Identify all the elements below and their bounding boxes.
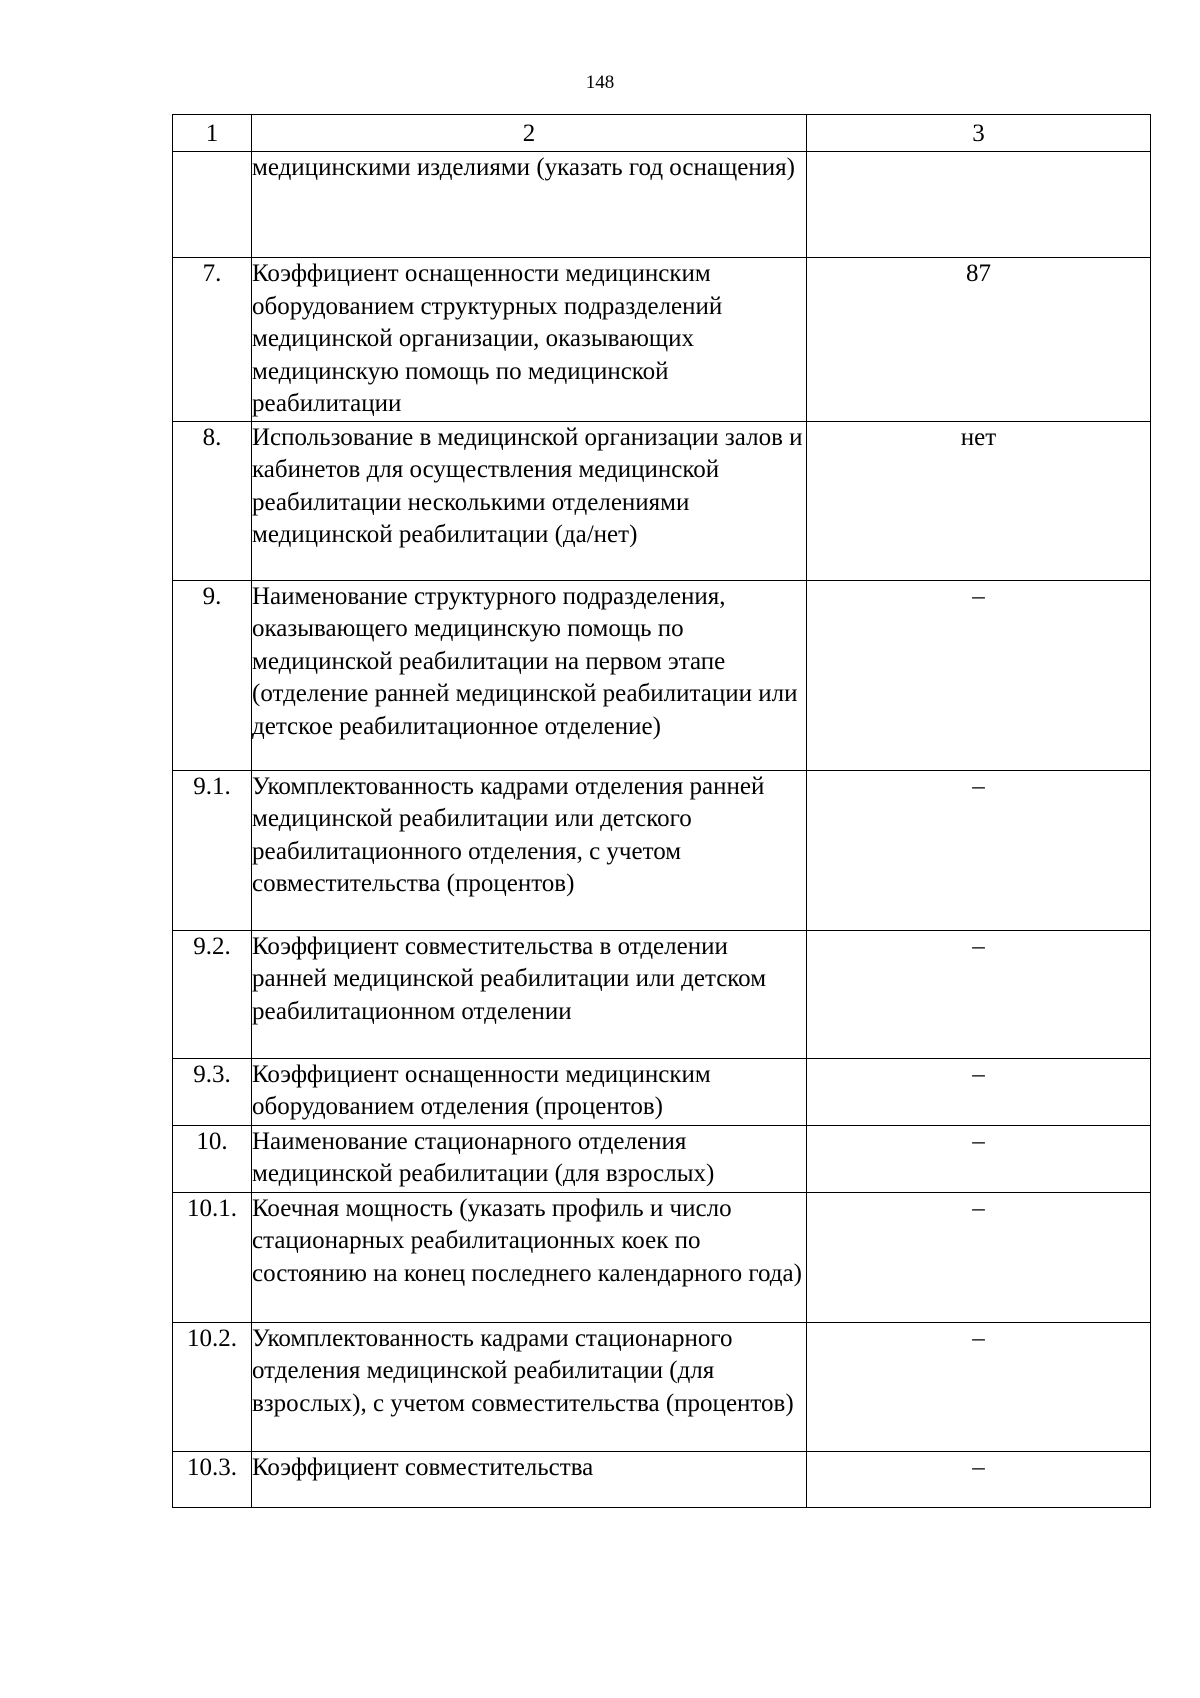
table-row [173,1322,1151,1451]
row-number: 9.2. [173,930,252,1058]
table-row [173,580,1151,770]
table-row [173,421,1151,580]
row-description: медицинскими изделиями (указать год оснащения) [252,152,807,258]
row-description: Коэффициент совместительства [252,1451,807,1507]
row-number: 10.1. [173,1192,252,1322]
table-row [173,1058,1151,1125]
row-description: Наименование стационарного отделения медицинской реабилитации (для взрослых) [252,1125,807,1192]
table-row [173,1192,1151,1322]
row-number: 10. [173,1125,252,1192]
page-number: 148 [585,72,615,93]
row-number: 9.3. [173,1058,252,1125]
row-value [807,152,1151,258]
row-description: Коэффициент оснащенности медицинским оборудованием структурных подразделений медицинской организации, оказывающих медицинскую помощь по медицинской реабилитации [252,258,807,422]
row-description: Использование в медицинской организации залов и кабинетов для осуществления медицинской реабилитации несколькими отделениями медицинской реабилитации (да/нет) [252,421,807,580]
row-value: – [807,770,1151,930]
row-description: Коечная мощность (указать профиль и число стационарных реабилитационных коек по состоянию на конец последнего календарного года) [252,1192,807,1322]
row-number: 9.1. [173,770,252,930]
row-number: 9. [173,580,252,770]
row-number: 10.2. [173,1322,252,1451]
row-value: – [807,580,1151,770]
row-number: 10.3. [173,1451,252,1507]
row-description: Коэффициент совместительства в отделении ранней медицинской реабилитации или детском реабилитационном отделении [252,930,807,1058]
row-value: – [807,1192,1151,1322]
table-row [173,1451,1151,1507]
row-value: – [807,1058,1151,1125]
column-number-3: 3 [807,115,1151,152]
row-description: Коэффициент оснащенности медицинским оборудованием отделения (процентов) [252,1058,807,1125]
column-number-2: 2 [252,115,807,152]
table-row [173,258,1151,422]
table-row [173,152,1151,258]
row-number: 8. [173,421,252,580]
row-description: Укомплектованность кадрами отделения ранней медицинской реабилитации или детского реабилитационного отделения, с учетом совместительства (процентов) [252,770,807,930]
row-number: 7. [173,258,252,422]
row-value: – [807,930,1151,1058]
table-header-row [173,115,1151,152]
table-row [173,930,1151,1058]
document-table [172,114,1151,1508]
row-description: Укомплектованность кадрами стационарного отделения медицинской реабилитации (для взрослых), с учетом совместительства (процентов) [252,1322,807,1451]
column-number-1: 1 [173,115,252,152]
row-value: – [807,1322,1151,1451]
row-value: – [807,1125,1151,1192]
table-row [173,770,1151,930]
table-row [173,1125,1151,1192]
row-value: 87 [807,258,1151,422]
row-value: нет [807,421,1151,580]
row-value: – [807,1451,1151,1507]
row-number [173,152,252,258]
row-description: Наименование структурного подразделения, оказывающего медицинскую помощь по медицинской реабилитации на первом этапе (отделение ранней медицинской реабилитации или детское реабилитационное отделение) [252,580,807,770]
